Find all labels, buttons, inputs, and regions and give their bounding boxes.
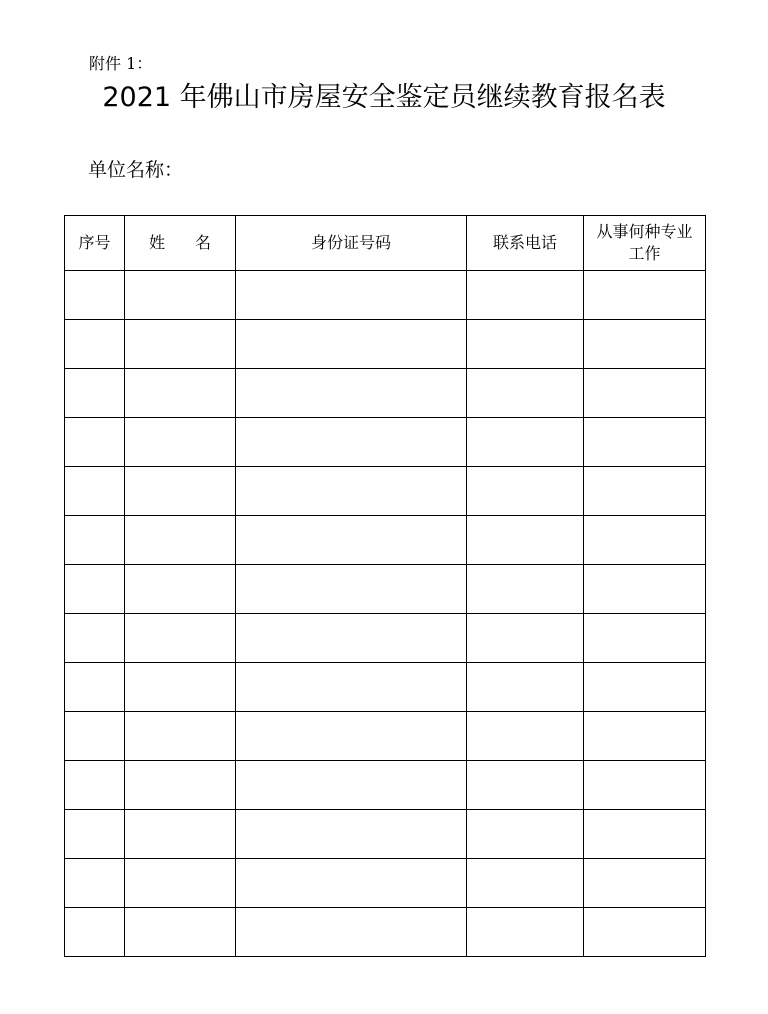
- table-row: [65, 516, 706, 565]
- phone-cell[interactable]: [467, 565, 584, 614]
- phone-cell[interactable]: [467, 908, 584, 957]
- table-row: [65, 565, 706, 614]
- seq-cell[interactable]: [65, 320, 125, 369]
- name-header-second-char: 名: [195, 233, 212, 252]
- column-header-specialty: [584, 216, 706, 271]
- phone-cell[interactable]: [467, 614, 584, 663]
- specialty-cell[interactable]: [584, 467, 706, 516]
- seq-cell[interactable]: [65, 712, 125, 761]
- table-row: [65, 369, 706, 418]
- name-header-first-char: 姓: [148, 233, 165, 252]
- specialty-cell[interactable]: [584, 859, 706, 908]
- seq-cell[interactable]: [65, 663, 125, 712]
- table-row: [65, 761, 706, 810]
- seq-cell[interactable]: [65, 761, 125, 810]
- header-row: [65, 216, 706, 271]
- name-cell[interactable]: [125, 908, 236, 957]
- registration-table: [64, 215, 706, 957]
- table-row: [65, 663, 706, 712]
- phone-cell[interactable]: [467, 467, 584, 516]
- specialty-cell[interactable]: [584, 369, 706, 418]
- name-cell[interactable]: [125, 761, 236, 810]
- table-row: [65, 810, 706, 859]
- id-number-cell[interactable]: [236, 712, 467, 761]
- table-row: [65, 712, 706, 761]
- id-number-cell[interactable]: [236, 761, 467, 810]
- table-row: [65, 271, 706, 320]
- name-cell[interactable]: [125, 712, 236, 761]
- table-row: [65, 418, 706, 467]
- seq-cell[interactable]: [65, 369, 125, 418]
- specialty-cell[interactable]: [584, 516, 706, 565]
- id-number-cell[interactable]: [236, 369, 467, 418]
- name-cell[interactable]: [125, 271, 236, 320]
- phone-cell[interactable]: [467, 320, 584, 369]
- phone-cell[interactable]: [467, 761, 584, 810]
- name-cell[interactable]: [125, 369, 236, 418]
- id-number-cell[interactable]: [236, 467, 467, 516]
- id-number-cell[interactable]: [236, 810, 467, 859]
- name-cell[interactable]: [125, 565, 236, 614]
- column-header-seq: 序号: [65, 216, 125, 271]
- attachment-label: 附件 1：: [89, 54, 153, 73]
- table-row: [65, 467, 706, 516]
- seq-cell[interactable]: [65, 810, 125, 859]
- name-cell[interactable]: [125, 663, 236, 712]
- phone-cell[interactable]: [467, 859, 584, 908]
- phone-cell[interactable]: [467, 271, 584, 320]
- table-header: [65, 216, 706, 271]
- id-number-cell[interactable]: [236, 516, 467, 565]
- specialty-cell[interactable]: [584, 271, 706, 320]
- specialty-cell[interactable]: [584, 614, 706, 663]
- specialty-cell[interactable]: [584, 712, 706, 761]
- seq-cell[interactable]: [65, 467, 125, 516]
- specialty-cell[interactable]: [584, 663, 706, 712]
- id-number-cell[interactable]: [236, 320, 467, 369]
- column-header-name: [125, 216, 236, 271]
- seq-cell[interactable]: [65, 859, 125, 908]
- table-row: [65, 908, 706, 957]
- specialty-cell[interactable]: [584, 320, 706, 369]
- specialty-header-text: 从事何种专业工作: [596, 222, 693, 263]
- id-number-cell[interactable]: [236, 908, 467, 957]
- specialty-cell[interactable]: [584, 908, 706, 957]
- table-row: [65, 614, 706, 663]
- phone-cell[interactable]: [467, 369, 584, 418]
- specialty-cell[interactable]: [584, 810, 706, 859]
- id-number-cell[interactable]: [236, 663, 467, 712]
- phone-cell[interactable]: [467, 418, 584, 467]
- form-title: 2021 年佛山市房屋安全鉴定员继续教育报名表: [102, 82, 666, 113]
- unit-name-label: 单位名称：: [88, 159, 184, 181]
- name-cell[interactable]: [125, 614, 236, 663]
- column-header-id-number: 身份证号码: [236, 216, 467, 271]
- seq-cell[interactable]: [65, 516, 125, 565]
- name-cell[interactable]: [125, 810, 236, 859]
- table-row: [65, 320, 706, 369]
- id-number-cell[interactable]: [236, 565, 467, 614]
- name-cell[interactable]: [125, 467, 236, 516]
- column-header-phone: 联系电话: [467, 216, 584, 271]
- specialty-cell[interactable]: [584, 418, 706, 467]
- id-number-cell[interactable]: [236, 859, 467, 908]
- name-cell[interactable]: [125, 320, 236, 369]
- name-cell[interactable]: [125, 859, 236, 908]
- specialty-cell[interactable]: [584, 761, 706, 810]
- phone-cell[interactable]: [467, 712, 584, 761]
- table-row: [65, 859, 706, 908]
- phone-cell[interactable]: [467, 516, 584, 565]
- name-cell[interactable]: [125, 418, 236, 467]
- id-number-cell[interactable]: [236, 418, 467, 467]
- phone-cell[interactable]: [467, 663, 584, 712]
- seq-cell[interactable]: [65, 908, 125, 957]
- table-body: [65, 271, 706, 957]
- name-cell[interactable]: [125, 516, 236, 565]
- id-number-cell[interactable]: [236, 614, 467, 663]
- specialty-cell[interactable]: [584, 565, 706, 614]
- seq-cell[interactable]: [65, 271, 125, 320]
- id-number-cell[interactable]: [236, 271, 467, 320]
- seq-cell[interactable]: [65, 418, 125, 467]
- seq-cell[interactable]: [65, 614, 125, 663]
- phone-cell[interactable]: [467, 810, 584, 859]
- seq-cell[interactable]: [65, 565, 125, 614]
